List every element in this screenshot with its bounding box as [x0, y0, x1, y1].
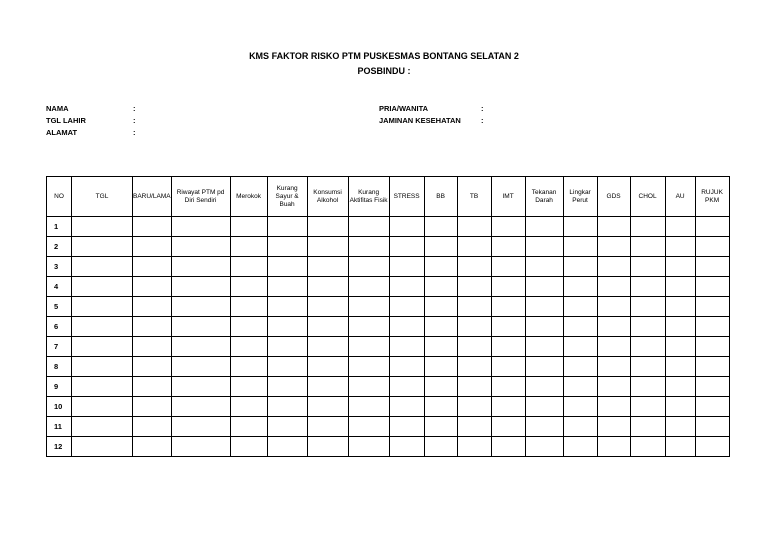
- table-cell: [665, 297, 695, 317]
- table-cell: [665, 237, 695, 257]
- table-cell: [597, 417, 630, 437]
- table-cell: [171, 337, 230, 357]
- field-tgl-lahir-colon: :: [133, 116, 136, 125]
- table-cell: [525, 297, 563, 317]
- table-cell: [348, 317, 389, 337]
- col-header-lingkar-perut: Lingkar Perut: [563, 177, 597, 217]
- table-cell: [389, 377, 424, 397]
- table-cell: [230, 437, 267, 457]
- row-number: 12: [47, 437, 72, 457]
- table-cell: [424, 437, 457, 457]
- col-header-baru-lama: BARU/LAMA: [133, 177, 172, 217]
- table-cell: [307, 257, 348, 277]
- table-cell: [230, 277, 267, 297]
- table-cell: [389, 257, 424, 277]
- table-cell: [267, 397, 307, 417]
- table-cell: [525, 257, 563, 277]
- field-alamat-label: ALAMAT: [46, 128, 78, 137]
- table-cell: [491, 317, 525, 337]
- col-header-tgl: TGL: [72, 177, 133, 217]
- table-row: [47, 297, 730, 317]
- table-cell: [307, 337, 348, 357]
- table-cell: [597, 377, 630, 397]
- table-cell: [230, 337, 267, 357]
- table-cell: [348, 277, 389, 297]
- table-cell: [230, 417, 267, 437]
- table-cell: [307, 237, 348, 257]
- table-cell: [424, 297, 457, 317]
- field-nama-colon: :: [133, 104, 136, 113]
- table-cell: [72, 417, 133, 437]
- table-cell: [597, 437, 630, 457]
- row-number: 4: [47, 277, 72, 297]
- table-cell: [665, 217, 695, 237]
- row-number: 7: [47, 337, 72, 357]
- table-cell: [133, 257, 172, 277]
- table-cell: [171, 317, 230, 337]
- table-cell: [389, 237, 424, 257]
- table-cell: [525, 357, 563, 377]
- table-cell: [171, 257, 230, 277]
- table-cell: [307, 417, 348, 437]
- table-cell: [72, 317, 133, 337]
- table-cell: [457, 397, 491, 417]
- table-cell: [389, 217, 424, 237]
- table-cell: [389, 397, 424, 417]
- table-cell: [307, 217, 348, 237]
- table-cell: [491, 217, 525, 237]
- col-header-au: AU: [665, 177, 695, 217]
- table-cell: [348, 237, 389, 257]
- row-number: 2: [47, 237, 72, 257]
- table-cell: [457, 237, 491, 257]
- table-cell: [424, 397, 457, 417]
- table-cell: [563, 377, 597, 397]
- table-cell: [491, 397, 525, 417]
- table-cell: [389, 277, 424, 297]
- table-cell: [348, 377, 389, 397]
- field-jaminan-label: JAMINAN KESEHATAN: [379, 116, 461, 125]
- table-cell: [230, 317, 267, 337]
- field-jaminan-colon: :: [481, 116, 484, 125]
- row-number: 8: [47, 357, 72, 377]
- row-number: 1: [47, 217, 72, 237]
- table-cell: [72, 397, 133, 417]
- table-cell: [267, 317, 307, 337]
- row-number: 5: [47, 297, 72, 317]
- table-cell: [457, 337, 491, 357]
- table-cell: [424, 377, 457, 397]
- form-title: KMS FAKTOR RISKO PTM PUSKESMAS BONTANG SELATAN 2: [249, 51, 519, 61]
- table-cell: [563, 317, 597, 337]
- table-row: [47, 437, 730, 457]
- table-cell: [389, 297, 424, 317]
- table-cell: [597, 237, 630, 257]
- table-cell: [72, 257, 133, 277]
- table-cell: [171, 237, 230, 257]
- table-cell: [171, 377, 230, 397]
- table-header-row: [47, 177, 730, 217]
- table-cell: [491, 377, 525, 397]
- col-header-rujuk-pkm: RUJUK PKM: [695, 177, 729, 217]
- table-cell: [695, 437, 729, 457]
- table-cell: [389, 437, 424, 457]
- col-header-chol: CHOL: [630, 177, 665, 217]
- table-cell: [389, 317, 424, 337]
- table-cell: [630, 417, 665, 437]
- col-header-bb: BB: [424, 177, 457, 217]
- table-cell: [424, 357, 457, 377]
- table-cell: [630, 277, 665, 297]
- table-row: [47, 397, 730, 417]
- table-cell: [597, 277, 630, 297]
- table-cell: [307, 357, 348, 377]
- col-header-tb: TB: [457, 177, 491, 217]
- table-cell: [630, 237, 665, 257]
- table-cell: [630, 217, 665, 237]
- table-cell: [133, 377, 172, 397]
- row-number: 9: [47, 377, 72, 397]
- table-cell: [133, 277, 172, 297]
- table-cell: [630, 337, 665, 357]
- table-cell: [665, 397, 695, 417]
- table-cell: [491, 337, 525, 357]
- col-header-konsumsi-alkohol: Konsumsi Alkohol: [307, 177, 348, 217]
- table-cell: [491, 237, 525, 257]
- table-cell: [457, 417, 491, 437]
- col-header-kurang-aktifitas: Kurang Aktifitas Fisik: [348, 177, 389, 217]
- table-cell: [491, 417, 525, 437]
- table-cell: [491, 257, 525, 277]
- table-cell: [171, 437, 230, 457]
- table-cell: [267, 297, 307, 317]
- table-cell: [171, 297, 230, 317]
- table-cell: [230, 377, 267, 397]
- table-cell: [563, 237, 597, 257]
- table-cell: [525, 437, 563, 457]
- table-cell: [563, 257, 597, 277]
- table-cell: [424, 257, 457, 277]
- table-cell: [389, 337, 424, 357]
- table-cell: [665, 337, 695, 357]
- table-cell: [695, 297, 729, 317]
- table-cell: [630, 317, 665, 337]
- table-cell: [695, 317, 729, 337]
- table-cell: [72, 437, 133, 457]
- table-cell: [267, 377, 307, 397]
- table-cell: [72, 377, 133, 397]
- table-cell: [665, 377, 695, 397]
- col-header-imt: IMT: [491, 177, 525, 217]
- table-cell: [348, 217, 389, 237]
- table-row: [47, 237, 730, 257]
- table-cell: [457, 317, 491, 337]
- table-cell: [267, 237, 307, 257]
- table-cell: [72, 217, 133, 237]
- table-cell: [491, 277, 525, 297]
- table-cell: [457, 357, 491, 377]
- table-cell: [563, 437, 597, 457]
- table-cell: [597, 257, 630, 277]
- table-cell: [424, 217, 457, 237]
- table-cell: [630, 297, 665, 317]
- table-row: [47, 377, 730, 397]
- table-cell: [630, 397, 665, 417]
- table-cell: [597, 217, 630, 237]
- table-cell: [665, 277, 695, 297]
- table-cell: [389, 357, 424, 377]
- table-cell: [133, 417, 172, 437]
- table-cell: [230, 297, 267, 317]
- table-cell: [133, 357, 172, 377]
- table-cell: [525, 397, 563, 417]
- table-cell: [695, 217, 729, 237]
- table-cell: [133, 297, 172, 317]
- table-row: [47, 337, 730, 357]
- table-cell: [563, 357, 597, 377]
- row-number: 6: [47, 317, 72, 337]
- table-cell: [630, 437, 665, 457]
- table-cell: [630, 377, 665, 397]
- table-cell: [171, 397, 230, 417]
- table-cell: [695, 257, 729, 277]
- table-cell: [424, 317, 457, 337]
- table-cell: [307, 437, 348, 457]
- table-cell: [525, 417, 563, 437]
- table-cell: [457, 377, 491, 397]
- table-cell: [563, 217, 597, 237]
- table-cell: [230, 217, 267, 237]
- table-cell: [525, 277, 563, 297]
- table-cell: [525, 377, 563, 397]
- row-number: 11: [47, 417, 72, 437]
- table-cell: [424, 237, 457, 257]
- table-cell: [389, 417, 424, 437]
- form-subtitle: POSBINDU :: [357, 66, 411, 76]
- table-row: [47, 257, 730, 277]
- table-cell: [267, 417, 307, 437]
- table-row: [47, 357, 730, 377]
- table-cell: [72, 277, 133, 297]
- table-cell: [630, 257, 665, 277]
- table-cell: [72, 337, 133, 357]
- table-cell: [348, 257, 389, 277]
- col-header-gds: GDS: [597, 177, 630, 217]
- table-cell: [267, 277, 307, 297]
- table-cell: [695, 417, 729, 437]
- table-cell: [695, 377, 729, 397]
- table-cell: [230, 397, 267, 417]
- row-number: 10: [47, 397, 72, 417]
- table-cell: [267, 217, 307, 237]
- table-cell: [457, 257, 491, 277]
- table-cell: [133, 397, 172, 417]
- field-nama-label: NAMA: [46, 104, 69, 113]
- row-number: 3: [47, 257, 72, 277]
- table-cell: [630, 357, 665, 377]
- table-cell: [525, 237, 563, 257]
- table-cell: [525, 317, 563, 337]
- kms-table: [46, 176, 730, 457]
- field-tgl-lahir-label: TGL LAHIR: [46, 116, 86, 125]
- table-cell: [597, 297, 630, 317]
- table-cell: [525, 337, 563, 357]
- table-cell: [563, 297, 597, 317]
- table-cell: [348, 297, 389, 317]
- table-cell: [267, 257, 307, 277]
- field-alamat-colon: :: [133, 128, 136, 137]
- table-cell: [597, 337, 630, 357]
- table-cell: [307, 297, 348, 317]
- col-header-riwayat-ptm: Riwayat PTM pd Diri Sendiri: [171, 177, 230, 217]
- table-row: [47, 277, 730, 297]
- table-cell: [133, 217, 172, 237]
- table-cell: [267, 357, 307, 377]
- table-cell: [171, 217, 230, 237]
- table-cell: [230, 257, 267, 277]
- table-cell: [563, 417, 597, 437]
- table-cell: [665, 317, 695, 337]
- table-cell: [230, 237, 267, 257]
- field-gender-label: PRIA/WANITA: [379, 104, 429, 113]
- table-cell: [597, 317, 630, 337]
- table-cell: [597, 357, 630, 377]
- table-cell: [491, 297, 525, 317]
- table-cell: [665, 417, 695, 437]
- table-cell: [695, 277, 729, 297]
- table-cell: [424, 337, 457, 357]
- table-cell: [133, 437, 172, 457]
- table-cell: [267, 437, 307, 457]
- table-cell: [72, 357, 133, 377]
- table-cell: [267, 337, 307, 357]
- col-header-tekanan-darah: Tekanan Darah: [525, 177, 563, 217]
- table-cell: [307, 317, 348, 337]
- table-cell: [348, 437, 389, 457]
- table-cell: [348, 357, 389, 377]
- table-cell: [171, 357, 230, 377]
- table-cell: [695, 357, 729, 377]
- table-cell: [424, 277, 457, 297]
- table-cell: [695, 237, 729, 257]
- table-row: [47, 217, 730, 237]
- table-cell: [695, 337, 729, 357]
- col-header-merokok: Merokok: [230, 177, 267, 217]
- table-cell: [424, 417, 457, 437]
- col-header-stress: STRESS: [389, 177, 424, 217]
- table-cell: [230, 357, 267, 377]
- table-cell: [133, 317, 172, 337]
- table-cell: [133, 237, 172, 257]
- table-cell: [348, 337, 389, 357]
- table-cell: [563, 337, 597, 357]
- col-header-no: NO: [47, 177, 72, 217]
- table-cell: [525, 217, 563, 237]
- table-row: [47, 417, 730, 437]
- table-cell: [597, 397, 630, 417]
- table-cell: [72, 297, 133, 317]
- table-cell: [457, 277, 491, 297]
- table-cell: [133, 337, 172, 357]
- table-cell: [307, 397, 348, 417]
- table-cell: [563, 397, 597, 417]
- table-cell: [171, 277, 230, 297]
- table-cell: [457, 217, 491, 237]
- table-cell: [491, 437, 525, 457]
- table-cell: [457, 437, 491, 457]
- table-cell: [348, 397, 389, 417]
- table-cell: [665, 257, 695, 277]
- col-header-kurang-sayur: Kurang Sayur & Buah: [267, 177, 307, 217]
- table-cell: [307, 277, 348, 297]
- table-cell: [307, 377, 348, 397]
- table-cell: [348, 417, 389, 437]
- table-cell: [491, 357, 525, 377]
- table-cell: [563, 277, 597, 297]
- table-cell: [72, 237, 133, 257]
- table-cell: [665, 357, 695, 377]
- table-row: [47, 317, 730, 337]
- table-cell: [171, 417, 230, 437]
- table-cell: [457, 297, 491, 317]
- table-cell: [695, 397, 729, 417]
- table-cell: [665, 437, 695, 457]
- field-gender-colon: :: [481, 104, 484, 113]
